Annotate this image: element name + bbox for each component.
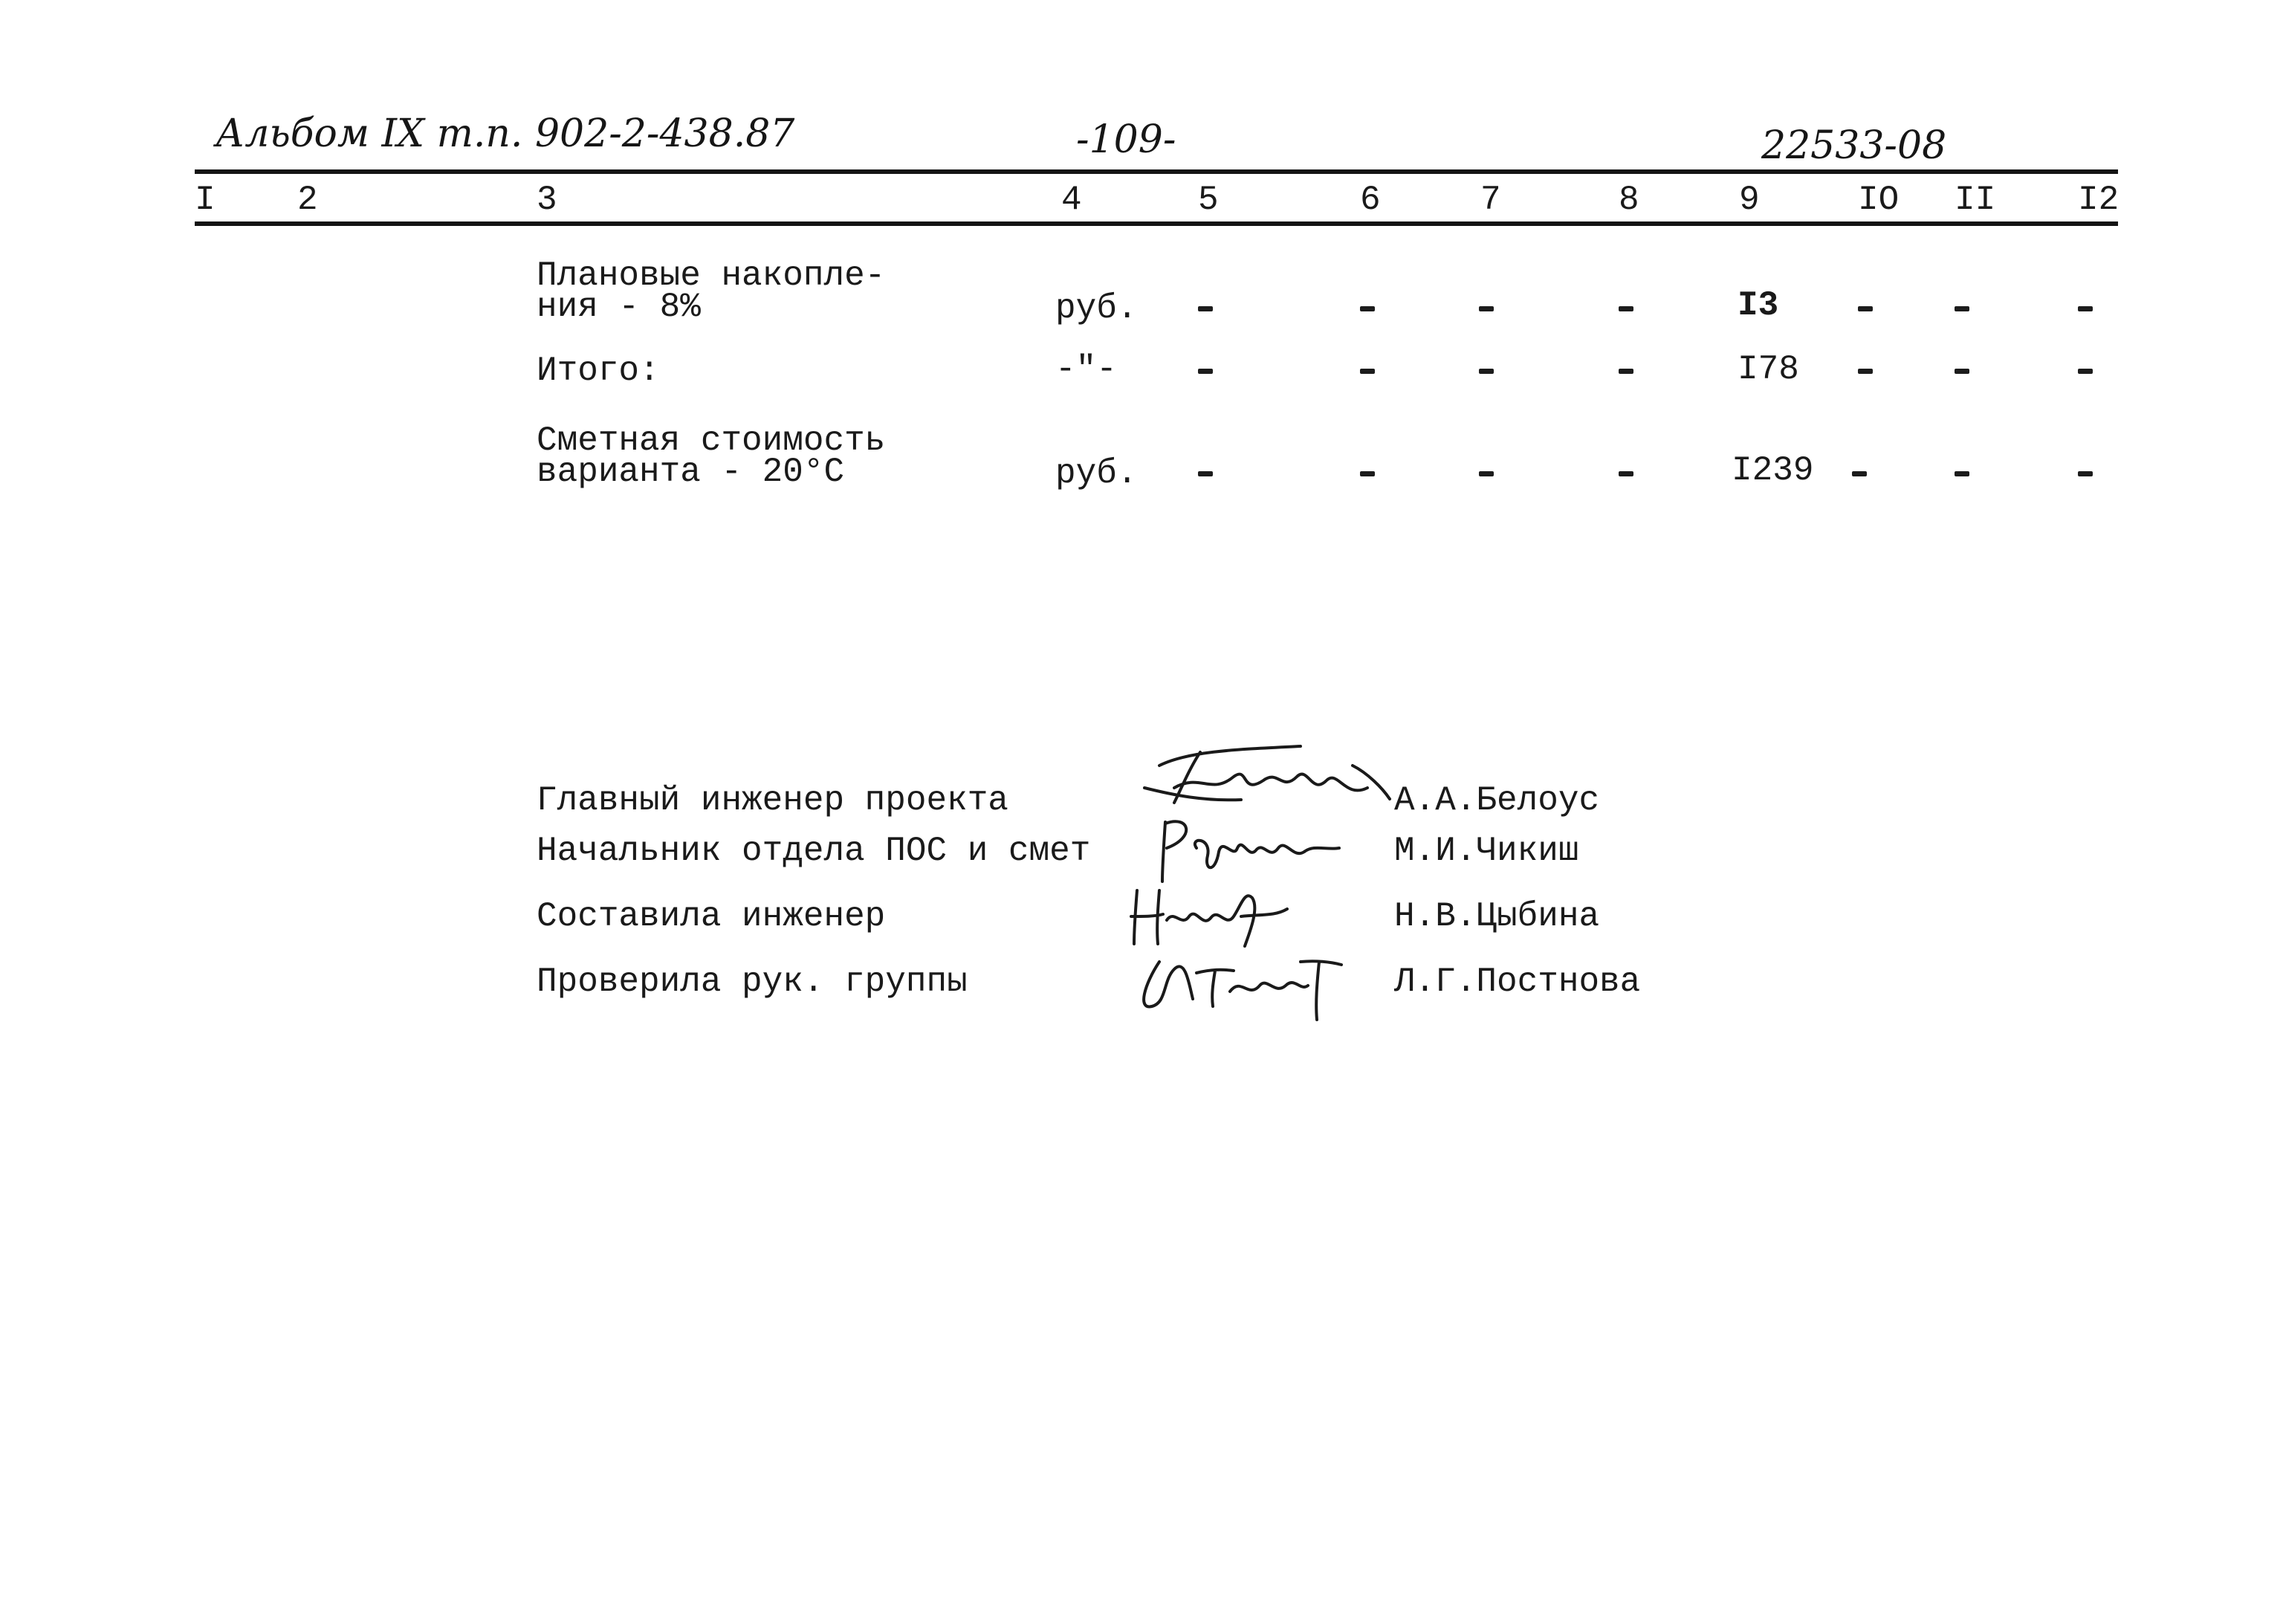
row-label-line1: Плановые накопле- (537, 256, 886, 295)
row-cell-col12 (2078, 369, 2093, 374)
row-cell-col6 (1360, 306, 1375, 311)
column-header-3: 3 (537, 181, 557, 219)
row-cell-col10 (1858, 306, 1873, 311)
row-label-line2: варианта - 20°С (537, 453, 845, 491)
handwritten-signature-3 (1122, 876, 1293, 950)
column-header-11: II (1955, 181, 1996, 219)
album-reference: Альбом IX т.п. 902-2-438.87 (216, 111, 795, 156)
signatory-role: Проверила рук. группы (537, 963, 968, 1001)
row-cell-col8 (1619, 471, 1633, 476)
row-label-line1: Сметная стоимость (537, 421, 886, 460)
row-label-line2: ния - 8% (537, 288, 701, 326)
signatory-name: А.А.Белоус (1394, 781, 1600, 820)
row-unit: руб. (1055, 289, 1138, 328)
column-header-4: 4 (1061, 181, 1082, 219)
signatory-role: Начальник отдела ПОС и смет (537, 832, 1091, 870)
column-header-8: 8 (1619, 181, 1639, 219)
column-header-12: I2 (2078, 181, 2120, 219)
row-cell-col10 (1858, 369, 1873, 374)
page-number: -109- (1076, 117, 1176, 162)
row-cell-col10 (1852, 471, 1867, 476)
row-cell-col6 (1360, 471, 1375, 476)
row-unit: руб. (1055, 454, 1138, 493)
row-cell-col11 (1955, 471, 1969, 476)
column-header-5: 5 (1198, 181, 1219, 219)
row-unit: -"- (1055, 350, 1117, 389)
table-top-rule (195, 169, 2118, 174)
column-header-10: IO (1858, 181, 1900, 219)
row-cell-col6 (1360, 369, 1375, 374)
signatory-role: Главный инженер проекта (537, 781, 1008, 820)
row-cell-col12 (2078, 306, 2093, 311)
row-label-line1: Итого: (537, 352, 660, 390)
signatory-name: М.И.Чикиш (1394, 832, 1579, 870)
row-cell-col9: I239 (1732, 451, 1814, 490)
row-cell-col12 (2078, 471, 2093, 476)
row-cell-col8 (1619, 306, 1633, 311)
document-code: 22533-08 (1761, 123, 1947, 168)
signatory-role: Составила инженер (537, 897, 886, 936)
signatory-name: Л.Г.Постнова (1394, 963, 1641, 1001)
row-cell-col5 (1198, 306, 1213, 311)
row-cell-col5 (1198, 471, 1213, 476)
column-header-1: I (195, 181, 216, 219)
column-header-9: 9 (1739, 181, 1760, 219)
signatory-name: Н.В.Цыбина (1394, 897, 1600, 936)
row-cell-col8 (1619, 369, 1633, 374)
row-cell-col7 (1479, 369, 1494, 374)
handwritten-signature-4 (1130, 939, 1345, 1021)
row-cell-col7 (1479, 471, 1494, 476)
row-cell-col7 (1479, 306, 1494, 311)
column-header-7: 7 (1480, 181, 1501, 219)
row-cell-col11 (1955, 306, 1969, 311)
table-header-rule (195, 221, 2118, 226)
handwritten-signature-1 (1130, 736, 1397, 818)
row-cell-col5 (1198, 369, 1213, 374)
row-cell-col11 (1955, 369, 1969, 374)
row-cell-col9: I78 (1738, 350, 1799, 389)
row-cell-col9: I3 (1738, 286, 1779, 325)
column-header-6: 6 (1360, 181, 1381, 219)
column-header-2: 2 (297, 181, 318, 219)
